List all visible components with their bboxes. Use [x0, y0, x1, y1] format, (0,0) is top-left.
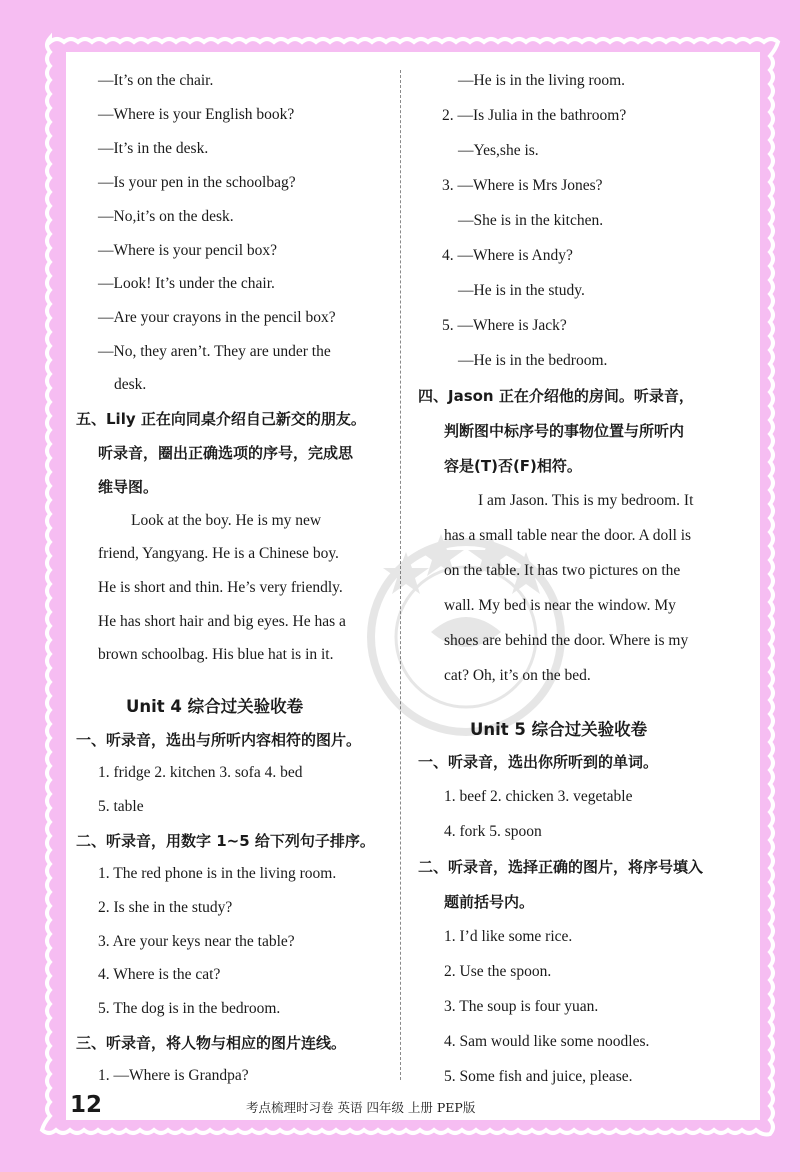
dialog-line: —Where is your English book?	[98, 106, 295, 123]
section-four-heading: 四、Jason 正在介绍他的房间。听录音，	[418, 387, 694, 405]
dialog-line: —No,it’s on the desk.	[98, 208, 234, 225]
unit5-title: Unit 5 综合过关验收卷	[470, 720, 648, 739]
dialog-line: 3. —Where is Mrs Jones?	[442, 177, 603, 194]
dialog-line: —No, they aren’t. They are under the	[98, 343, 331, 360]
passage-line: I am Jason. This is my bedroom. It	[478, 492, 694, 509]
unit5-q2-line: 1. I’d like some rice.	[444, 928, 573, 945]
dialog-line: —Where is your pencil box?	[98, 242, 278, 259]
unit5-q2-line: 5. Some fish and juice, please.	[444, 1068, 633, 1085]
passage-line: shoes are behind the door. Where is my	[444, 632, 689, 649]
dialog-line: —He is in the bedroom.	[458, 352, 608, 369]
unit4-q2-line: 5. The dog is in the bedroom.	[98, 1000, 281, 1017]
unit4-q2-line: 1. The red phone is in the living room.	[98, 865, 337, 882]
passage-line: He has short hair and big eyes. He has a	[98, 613, 346, 630]
unit4-q3-heading: 三、听录音，将人物与相应的图片连线。	[76, 1034, 347, 1052]
dialog-line: —Are your crayons in the pencil box?	[98, 309, 336, 326]
unit4-title: Unit 4 综合过关验收卷	[126, 697, 304, 716]
unit4-q2-line: 3. Are your keys near the table?	[98, 933, 295, 950]
unit5-q2-line: 3. The soup is four yuan.	[444, 998, 599, 1015]
unit5-q1-line: 1. beef 2. chicken 3. vegetable	[444, 788, 633, 805]
dialog-line: —It’s on the chair.	[98, 72, 214, 89]
dialog-line: desk.	[114, 376, 147, 393]
dialog-line: —Look! It’s under the chair.	[98, 275, 275, 292]
dialog-line: —It’s in the desk.	[98, 140, 209, 157]
section-four-heading: 容是(T)否(F)相符。	[444, 457, 582, 475]
dialog-line: 4. —Where is Andy?	[442, 247, 573, 264]
passage-line: Look at the boy. He is my new	[131, 512, 322, 529]
unit5-q2-heading: 题前括号内。	[444, 893, 535, 911]
unit5-q1-line: 4. fork 5. spoon	[444, 823, 542, 840]
dialog-line: —Yes,she is.	[458, 142, 539, 159]
unit5-q2-line: 2. Use the spoon.	[444, 963, 552, 980]
section-four-heading: 判断图中标序号的事物位置与所听内	[444, 422, 685, 440]
passage-line: cat? Oh, it’s on the bed.	[444, 667, 591, 684]
unit4-q1-line: 5. table	[98, 798, 144, 815]
dialog-line: 5. —Where is Jack?	[442, 317, 567, 334]
passage-line: wall. My bed is near the window. My	[444, 597, 676, 614]
dialog-line: —He is in the living room.	[458, 72, 626, 89]
passage-line: on the table. It has two pictures on the	[444, 562, 681, 579]
page-sheet	[66, 52, 760, 1120]
footer-book-info: 考点梳理时习卷 英语 四年级 上册 PEP版	[246, 1100, 476, 1115]
unit4-q2-heading: 二、听录音，用数字 1~5 给下列句子排序。	[76, 832, 375, 850]
unit5-q2-line: 4. Sam would like some noodles.	[444, 1033, 650, 1050]
section-five-heading: 听录音，圈出正确选项的序号，完成思	[98, 444, 354, 462]
unit4-q2-line: 2. Is she in the study?	[98, 899, 233, 916]
passage-line: has a small table near the door. A doll is	[444, 527, 692, 544]
unit4-q1-line: 1. fridge 2. kitchen 3. sofa 4. bed	[98, 764, 303, 781]
passage-line: friend, Yangyang. He is a Chinese boy.	[98, 545, 339, 562]
dialog-line: —Is your pen in the schoolbag?	[98, 174, 296, 191]
unit4-q2-line: 4. Where is the cat?	[98, 966, 221, 983]
unit4-q3-line: 1. —Where is Grandpa?	[98, 1067, 249, 1084]
section-five-heading: 维导图。	[98, 478, 159, 496]
passage-line: brown schoolbag. His blue hat is in it.	[98, 646, 334, 663]
dialog-line: —She is in the kitchen.	[458, 212, 604, 229]
dialog-line: —He is in the study.	[458, 282, 585, 299]
section-five-heading: 五、Lily 正在向同桌介绍自己新交的朋友。	[76, 410, 366, 428]
unit5-q1-heading: 一、听录音，选出你所听到的单词。	[418, 753, 659, 771]
unit5-q2-heading: 二、听录音，选择正确的图片，将序号填入	[418, 858, 704, 876]
passage-line: He is short and thin. He’s very friendly.	[98, 579, 343, 596]
unit4-q1-heading: 一、听录音，选出与所听内容相符的图片。	[76, 731, 362, 749]
dialog-line: 2. —Is Julia in the bathroom?	[442, 107, 627, 124]
page-number: 12	[70, 1092, 103, 1118]
